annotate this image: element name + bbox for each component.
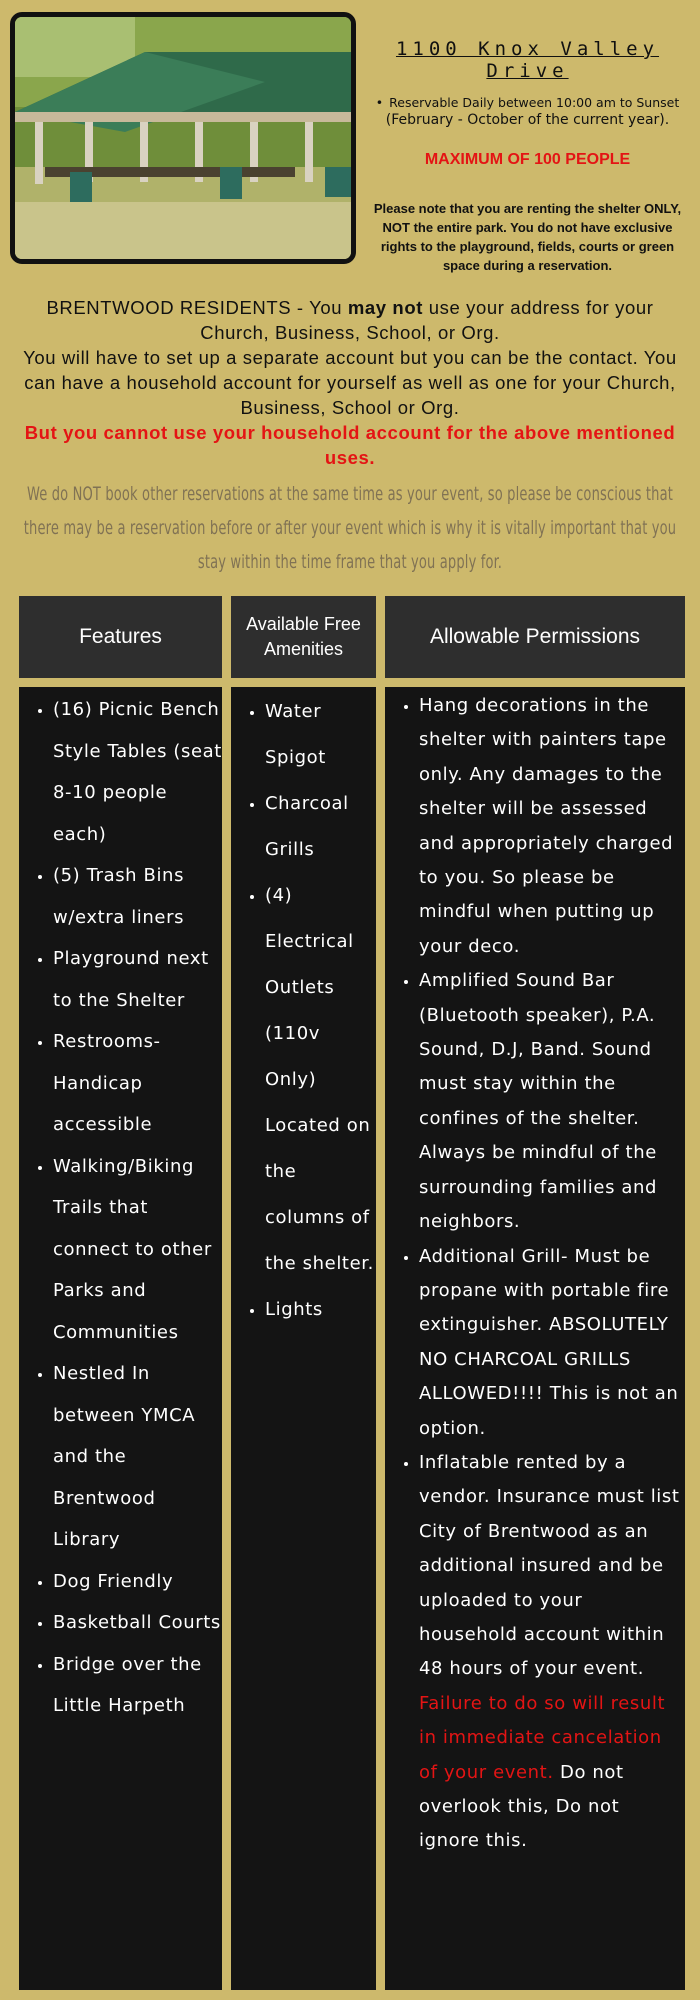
feature-item: • Restrooms-Handicap accessible: [53, 1021, 222, 1146]
amenities-header: Available Free Amenities: [231, 596, 376, 678]
amenity-item: • Lights: [265, 1287, 376, 1333]
hours-line1: Reservable Daily between 10:00 am to Sunset: [389, 95, 680, 110]
amenity-item: • (4) Electrical Outlets (110v Only) Located on the columns of the shelter.: [265, 873, 376, 1287]
feature-item: • Playground next to the Shelter: [53, 938, 222, 1021]
feature-item: • Bridge over the Little Harpeth: [53, 1644, 222, 1727]
features-list: [19, 689, 222, 1727]
amenities-column: [231, 687, 376, 1990]
permission4-warning: Failure to do so will result in immediate cancelation of your event.: [419, 1692, 666, 1783]
feature-item: • (16) Picnic Bench Style Tables (seat 8-10 people each): [53, 689, 222, 855]
permission4-text: Inflatable rented by a vendor. Insurance must list City of Brentwood as an additional insured and be uploaded to your household account within 48 hours of your event.: [419, 1451, 680, 1680]
permission-item: • Amplified Sound Bar (Bluetooth speaker), P.A. Sound, D.J, Band. Sound must stay within the confines of the shelter. Always be mindful of the surrounding families and neighbors.: [419, 964, 685, 1239]
amenity-item: • Water Spigot: [265, 689, 376, 781]
address-title: 1100 Knox Valley Drive: [395, 38, 660, 82]
residents-notice: [12, 295, 688, 470]
features-column: [19, 687, 222, 1990]
shelter-only-note: Please note that you are renting the shelter ONLY, NOT the entire park. You do not have exclusive rights to the playground, fields, courts or green space during a reservation.: [373, 201, 682, 273]
shelter-info: [365, 38, 690, 275]
feature-item: • (5) Trash Bins w/extra liners: [53, 855, 222, 938]
residents-line2: You will have to set up a separate account but you can be the contact. You can have a household account for yourself as well as one for your Church, Business, School or Org.: [23, 347, 677, 418]
permission-item: [419, 1446, 685, 1859]
permissions-list: [385, 689, 685, 1859]
features-header: Features: [19, 596, 222, 678]
hours-line2: (February - October of the current year).: [385, 112, 670, 128]
feature-item: • Basketball Courts: [53, 1602, 222, 1644]
residents-part1: BRENTWOOD RESIDENTS - You: [46, 297, 348, 318]
amenity-item: • Charcoal Grills: [265, 781, 376, 873]
booking-note: We do NOT book other reservations at the same time as your event, so please be conscious that there may be a reservation before or after your event which is why it is vitally important that you stay within the time frame that you apply for.: [23, 484, 677, 573]
permission4-closing: Do not overlook this, Do not ignore this.: [419, 1761, 624, 1852]
permissions-header: Allowable Permissions: [385, 596, 685, 678]
permission-item: • Hang decorations in the shelter with painters tape only. Any damages to the shelter will be assessed and appropriately charged to you. So please be mindful when putting up your deco.: [419, 689, 685, 964]
residents-part2: use your address for your Church, Business, School, or Org.: [200, 297, 654, 343]
feature-item: • Dog Friendly: [53, 1561, 222, 1603]
permissions-column: [385, 687, 685, 1990]
bullet-icon: •: [375, 95, 384, 110]
hours-text: [365, 94, 690, 129]
max-people-notice: MAXIMUM OF 100 PEOPLE: [424, 151, 631, 168]
amenities-list: [231, 689, 376, 1333]
residents-bold: may not: [347, 297, 423, 318]
feature-item: • Nestled In between YMCA and the Brentwood Library: [53, 1353, 222, 1561]
feature-item: • Walking/Biking Trails that connect to other Parks and Communities: [53, 1146, 222, 1354]
permission-item: • Additional Grill- Must be propane with portable fire extinguisher. ABSOLUTELY NO CHARCOAL GRILLS ALLOWED!!!! This is not an option.: [419, 1240, 685, 1446]
residents-warning: But you cannot use your household account for the above mentioned uses.: [24, 422, 676, 468]
shelter-photo: [10, 12, 356, 264]
